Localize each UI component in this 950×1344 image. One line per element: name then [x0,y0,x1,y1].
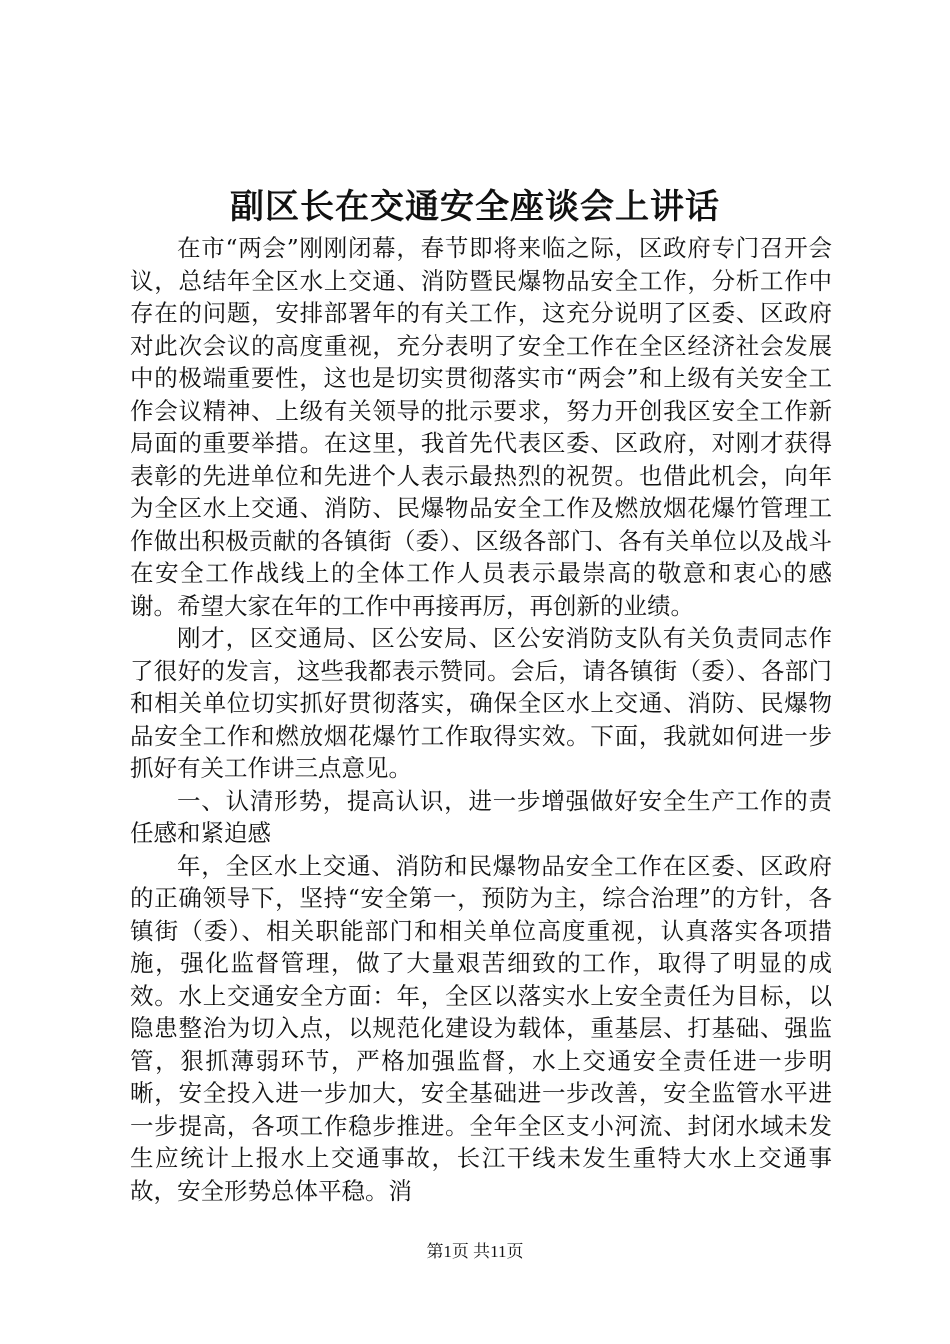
paragraph-review: 年，全区水上交通、消防和民爆物品安全工作在区委、区政府的正确领导下，坚持“安全第一，预防为主，综合治理”的方针，各镇街（委）、相关职能部门和相关单位高度重视，认真落实各项措施，强化监督管理，做了大量艰苦细致的工作，取得了明显的成效。水上交通安全方面：年，全区以落实水上安全责任为目标，以隐患整治为切入点，以规范化建设为载体，重基层、打基础、强监管，狠抓薄弱环节，严格加强监督，水上交通安全责任进一步明晰，安全投入进一步加大，安全基础进一步改善，安全监管水平进一步提高，各项工作稳步推进。全年全区支小河流、封闭水域未发生应统计上报水上交通事故，长江干线未发生重特大水上交通事故，安全形势总体平稳。消 [130,851,832,1205]
document-title: 副区长在交通安全座谈会上讲话 [230,187,720,227]
paragraph-response: 刚才，区交通局、区公安局、区公安消防支队有关负责同志作了很好的发言，这些我都表示赞同。会后，请各镇街（委）、各部门和相关单位切实抓好贯彻落实，确保全区水上交通、消防、民爆物品安全工作和燃放烟花爆竹工作取得实效。下面，我就如何进一步抓好有关工作讲三点意见。 [130,624,832,782]
page-number-footer: 第1页 共11页 [426,1242,524,1261]
document-body [130,232,832,1207]
paragraph-opening: 在市“两会”刚刚闭幕，春节即将来临之际，区政府专门召开会议，总结年全区水上交通、消防暨民爆物品安全工作，分析工作中存在的问题，安排部署年的有关工作，这充分说明了区委、区政府对此次会议的高度重视，充分表明了安全工作在全区经济社会发展中的极端重要性，这也是切实贯彻落实市“两会”和上级有关安全工作会议精神、上级有关领导的批示要求，努力开创我区安全工作新局面的重要举措。在这里，我首先代表区委、区政府，对刚才获得表彰的先进单位和先进个人表示最热烈的祝贺。也借此机会，向年为全区水上交通、消防、民爆物品安全工作及燃放烟花爆竹管理工作做出积极贡献的各镇街（委）、区级各部门、各有关单位以及战斗在安全工作战线上的全体工作人员表示最崇高的敬意和衷心的感谢。希望大家在年的工作中再接再厉，再创新的业绩。 [130,234,832,620]
section-heading-1: 一、认清形势，提高认识，进一步增强做好安全生产工作的责任感和紧迫感 [130,786,832,847]
